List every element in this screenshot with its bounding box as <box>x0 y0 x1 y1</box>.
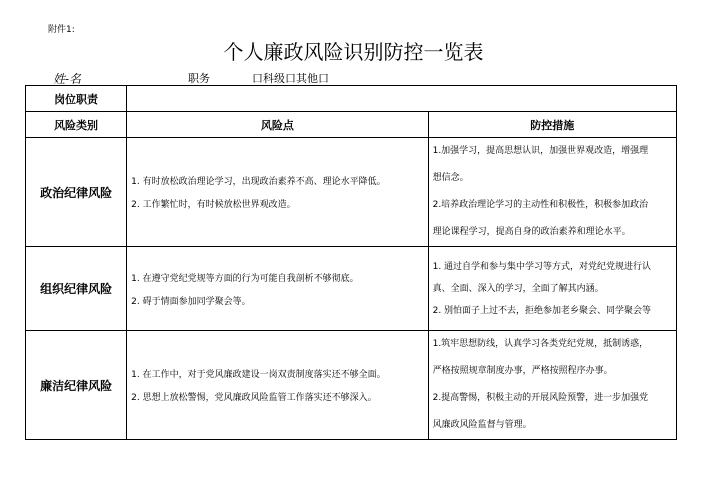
control-measures <box>428 138 676 247</box>
page-title: 个人廉政风险识别防控一览表 <box>223 40 484 64</box>
duty-label: 岗位职责 <box>26 86 127 112</box>
risk-point: 2. 思想上放松警惕，党风廉政风险监管工作落实还不够深入。 <box>131 393 377 403</box>
risk-point: 2. 碍于情面参加同学聚会等。 <box>131 296 251 307</box>
risk-table <box>25 85 677 440</box>
risk-category: 政治纪律风险 <box>26 138 127 247</box>
risk-points <box>127 138 428 247</box>
measure-line: 1.加强学习，提高思想认识，加强世界观改造，增强理 <box>432 146 649 156</box>
measure-line: 理论课程学习，提高自身的政治素养和理论水平。 <box>432 227 631 237</box>
risk-point: 2. 工作繁忙时，有时候放松世界观改造。 <box>131 200 296 210</box>
level-options: 口科级口其他口 <box>252 72 329 85</box>
header-measures: 防控措施 <box>428 112 676 138</box>
measure-line: 1.筑牢思想防线，认真学习各类党纪党规，抵制诱惑， <box>432 339 649 349</box>
risk-category: 组织纪律风险 <box>26 247 127 331</box>
risk-point: 1. 在工作中，对于党风廉政建设一岗双责制度落实还不够全面。 <box>131 370 386 380</box>
header-risk-point: 风险点 <box>127 112 428 138</box>
risk-point: 1. 有时放松政治理论学习，出现政治素养不高、理论水平降低。 <box>131 177 386 187</box>
name-label: 姓-名 <box>53 72 82 86</box>
duty-row <box>26 86 677 112</box>
measure-line: 2.提高警惕，积极主动的开展风险预警，进一步加强党 <box>432 393 649 403</box>
table-row <box>26 331 677 440</box>
header-row <box>26 112 677 138</box>
measure-line: 1. 通过自学和参与集中学习等方式，对党纪党规进行认 <box>432 261 652 272</box>
risk-points <box>127 331 428 440</box>
table-row <box>26 247 677 331</box>
control-measures <box>428 247 676 331</box>
measure-line: 2.培养政治理论学习的主动性和积极性，积极参加政治 <box>432 200 649 210</box>
attachment-label: 附件1: <box>48 25 75 35</box>
measure-line: 2. 别怕面子上过不去，拒绝参加老乡聚会、同学聚会等 <box>432 305 652 316</box>
risk-category: 廉洁纪律风险 <box>26 331 127 440</box>
control-measures <box>428 331 676 440</box>
measure-line: 严格按照规章制度办事，严格按照程序办事。 <box>432 366 613 376</box>
risk-points <box>127 247 428 331</box>
info-line <box>0 70 707 86</box>
measure-line: 风廉政风险监督与管理。 <box>432 420 532 430</box>
header-category: 风险类别 <box>26 112 127 138</box>
duty-value <box>127 86 677 112</box>
position-label: 职务 <box>188 72 210 85</box>
risk-point: 1. 在遵守党纪党规等方面的行为可能自我剖析不够彻底。 <box>131 273 359 284</box>
table-row <box>26 138 677 247</box>
measure-line: 想信念。 <box>432 173 469 183</box>
measure-line: 真、全面、深入的学习，全面了解其内涵。 <box>432 283 604 294</box>
